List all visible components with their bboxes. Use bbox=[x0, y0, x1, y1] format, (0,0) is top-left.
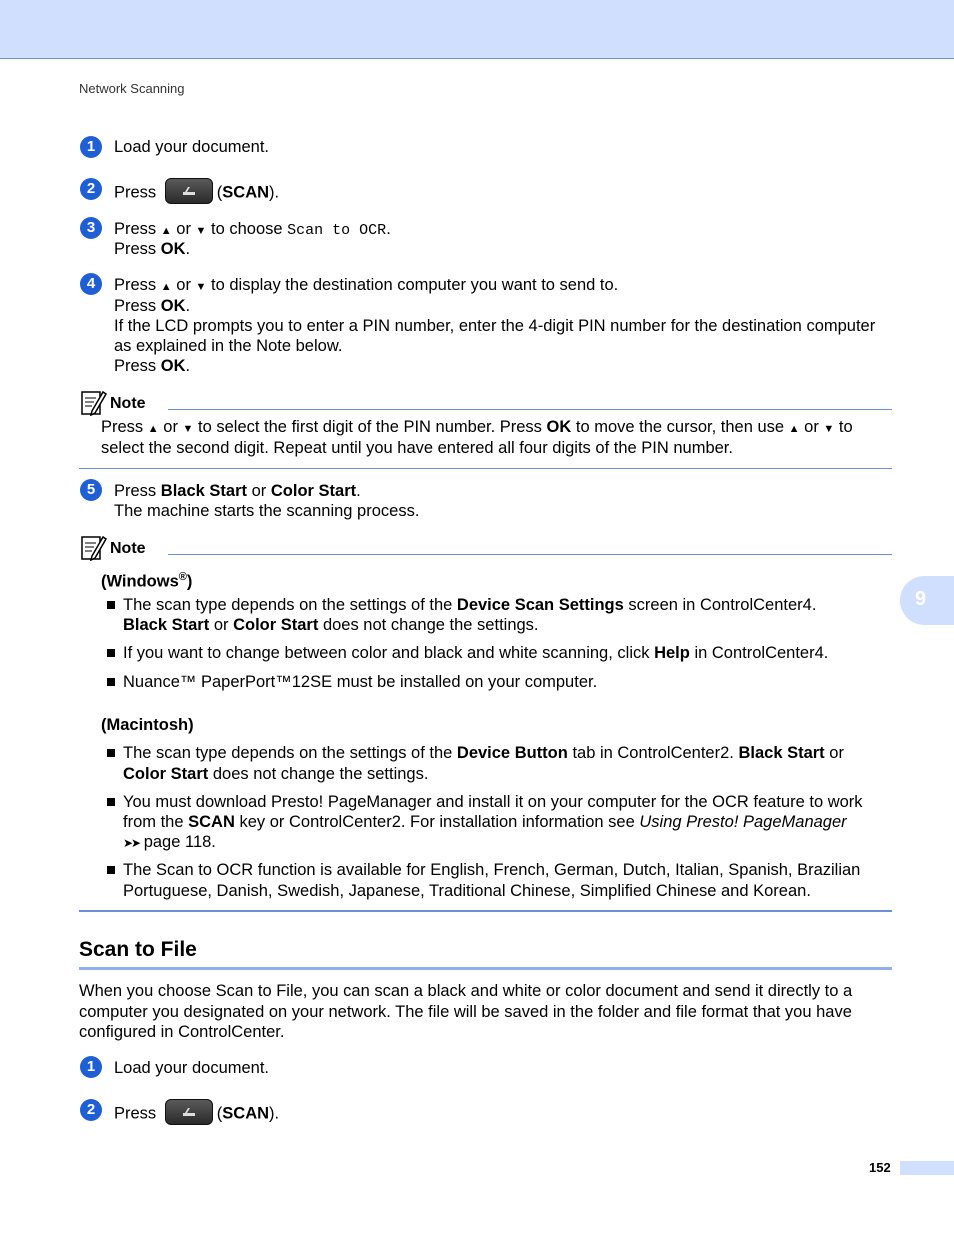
press-word: Press bbox=[114, 183, 157, 202]
mac-bullet-2-line2: from the SCAN key or ControlCenter2. For installation information see Using Presto! PageManager bbox=[123, 813, 847, 831]
step-number-1: 1 bbox=[80, 136, 102, 158]
windows-bullet-3: Nuance™ PaperPort™12SE must be installed on your computer. bbox=[123, 673, 598, 691]
bullet-square bbox=[107, 749, 115, 757]
note-1-line2: select the second digit. Repeat until you have entered all four digits of the PIN number. bbox=[101, 439, 733, 457]
scan-key-label: SCAN bbox=[222, 183, 270, 202]
step-3-line2: Press OK. bbox=[114, 240, 191, 258]
up-arrow-icon: ▲ bbox=[160, 281, 172, 293]
step-number-1: 1 bbox=[80, 1056, 102, 1078]
scan-button-icon bbox=[165, 178, 213, 204]
section-header: Network Scanning bbox=[79, 81, 185, 96]
page-number: 152 bbox=[869, 1160, 891, 1175]
note-rule-bottom bbox=[79, 910, 892, 912]
step-number-3: 3 bbox=[80, 217, 102, 239]
up-arrow-icon: ▲ bbox=[160, 225, 172, 237]
mac-bullet-3-line2: Portuguese, Danish, Swedish, Japanese, Traditional Chinese, Simplified Chinese and Korean. bbox=[123, 882, 811, 900]
bullet-square bbox=[107, 798, 115, 806]
windows-bullet-2: If you want to change between color and black and white scanning, click Help in ControlCenter4. bbox=[123, 644, 829, 662]
note-1-line1: Press ▲ or ▼ to select the first digit of the PIN number. Press OK to move the cursor, then use ▲ or ▼ to bbox=[101, 418, 853, 436]
step-number-4: 4 bbox=[80, 273, 102, 295]
step-1-text: Load your document. bbox=[114, 138, 270, 156]
step-b2-line: Press (SCAN). bbox=[114, 1101, 279, 1127]
note-rule-bottom bbox=[79, 468, 892, 469]
note-label: Note bbox=[110, 540, 146, 557]
page-number-bar bbox=[900, 1161, 954, 1175]
section-2-para-line1: When you choose Scan to File, you can scan a black and white or color document and send it directly to a bbox=[79, 982, 853, 1000]
step-4-line5: Press OK. bbox=[114, 357, 191, 375]
bullet-square bbox=[107, 678, 115, 686]
step-5-line1: Press Black Start or Color Start. bbox=[114, 482, 361, 500]
mac-bullet-1-line1: The scan type depends on the settings of the Device Button tab in ControlCenter2. Black Start or bbox=[123, 744, 844, 762]
step-3-line1: Press ▲ or ▼ to choose Scan to OCR. bbox=[114, 220, 391, 239]
step-number-5: 5 bbox=[80, 479, 102, 501]
section-title: Scan to File bbox=[79, 938, 197, 961]
cross-reference-link[interactable]: Using Presto! PageManager bbox=[639, 813, 847, 831]
mac-bullet-3-line1: The Scan to OCR function is available for English, French, German, Dutch, Italian, Spanish, Brazilian bbox=[123, 861, 861, 879]
header-band bbox=[0, 0, 954, 59]
note-label: Note bbox=[110, 395, 146, 412]
menu-option: Scan to OCR bbox=[287, 222, 387, 239]
up-arrow-icon: ▲ bbox=[147, 423, 159, 435]
note-rule-top bbox=[168, 409, 892, 410]
windows-bullet-1-line1: The scan type depends on the settings of the Device Scan Settings screen in ControlCenter4. bbox=[123, 596, 817, 614]
bullet-square bbox=[107, 601, 115, 609]
step-4-line1: Press ▲ or ▼ to display the destination computer you want to send to. bbox=[114, 276, 619, 294]
section-title-rule bbox=[79, 967, 892, 970]
down-arrow-icon: ▼ bbox=[823, 423, 835, 435]
step-4-line2: Press OK. bbox=[114, 297, 191, 315]
step-5-line2: The machine starts the scanning process. bbox=[114, 502, 420, 520]
chapter-tab bbox=[900, 576, 954, 625]
up-arrow-icon: ▲ bbox=[788, 423, 800, 435]
section-2-para-line3: configured in ControlCenter. bbox=[79, 1023, 285, 1041]
step-number-2: 2 bbox=[80, 178, 102, 200]
bullet-square bbox=[107, 649, 115, 657]
double-arrow-icon: ➤➤ bbox=[123, 836, 140, 850]
mac-bullet-2-line1: You must download Presto! PageManager and install it on your computer for the OCR feature to work bbox=[123, 793, 863, 811]
chapter-number: 9 bbox=[915, 588, 927, 610]
scan-button-icon bbox=[165, 1099, 213, 1125]
note-rule-top bbox=[168, 554, 892, 555]
down-arrow-icon: ▼ bbox=[195, 225, 207, 237]
note-pencil-icon bbox=[80, 389, 107, 416]
windows-heading: (Windows®) bbox=[101, 571, 193, 591]
page-reference-link[interactable]: page 118. bbox=[143, 833, 216, 851]
mac-bullet-2-line3 bbox=[123, 832, 216, 853]
down-arrow-icon: ▼ bbox=[195, 281, 207, 293]
step-4-line4: as explained in the Note below. bbox=[114, 337, 343, 355]
note-pencil-icon bbox=[80, 534, 107, 561]
step-2-line: Press (SCAN). bbox=[114, 180, 279, 206]
bullet-square bbox=[107, 866, 115, 874]
mac-bullet-1-line2: Color Start does not change the settings. bbox=[123, 765, 429, 783]
scan-key-label: SCAN bbox=[222, 1104, 270, 1123]
step-4-line3: If the LCD prompts you to enter a PIN number, enter the 4-digit PIN number for the destination computer bbox=[114, 317, 876, 335]
section-2-para-line2: computer you designated on your network. The file will be saved in the folder and file format that you have bbox=[79, 1003, 852, 1021]
step-number-2: 2 bbox=[80, 1099, 102, 1121]
windows-bullet-1-line2: Black Start or Color Start does not change the settings. bbox=[123, 616, 539, 634]
down-arrow-icon: ▼ bbox=[182, 423, 194, 435]
step-b1-text: Load your document. bbox=[114, 1059, 270, 1077]
macintosh-heading: (Macintosh) bbox=[101, 716, 194, 734]
